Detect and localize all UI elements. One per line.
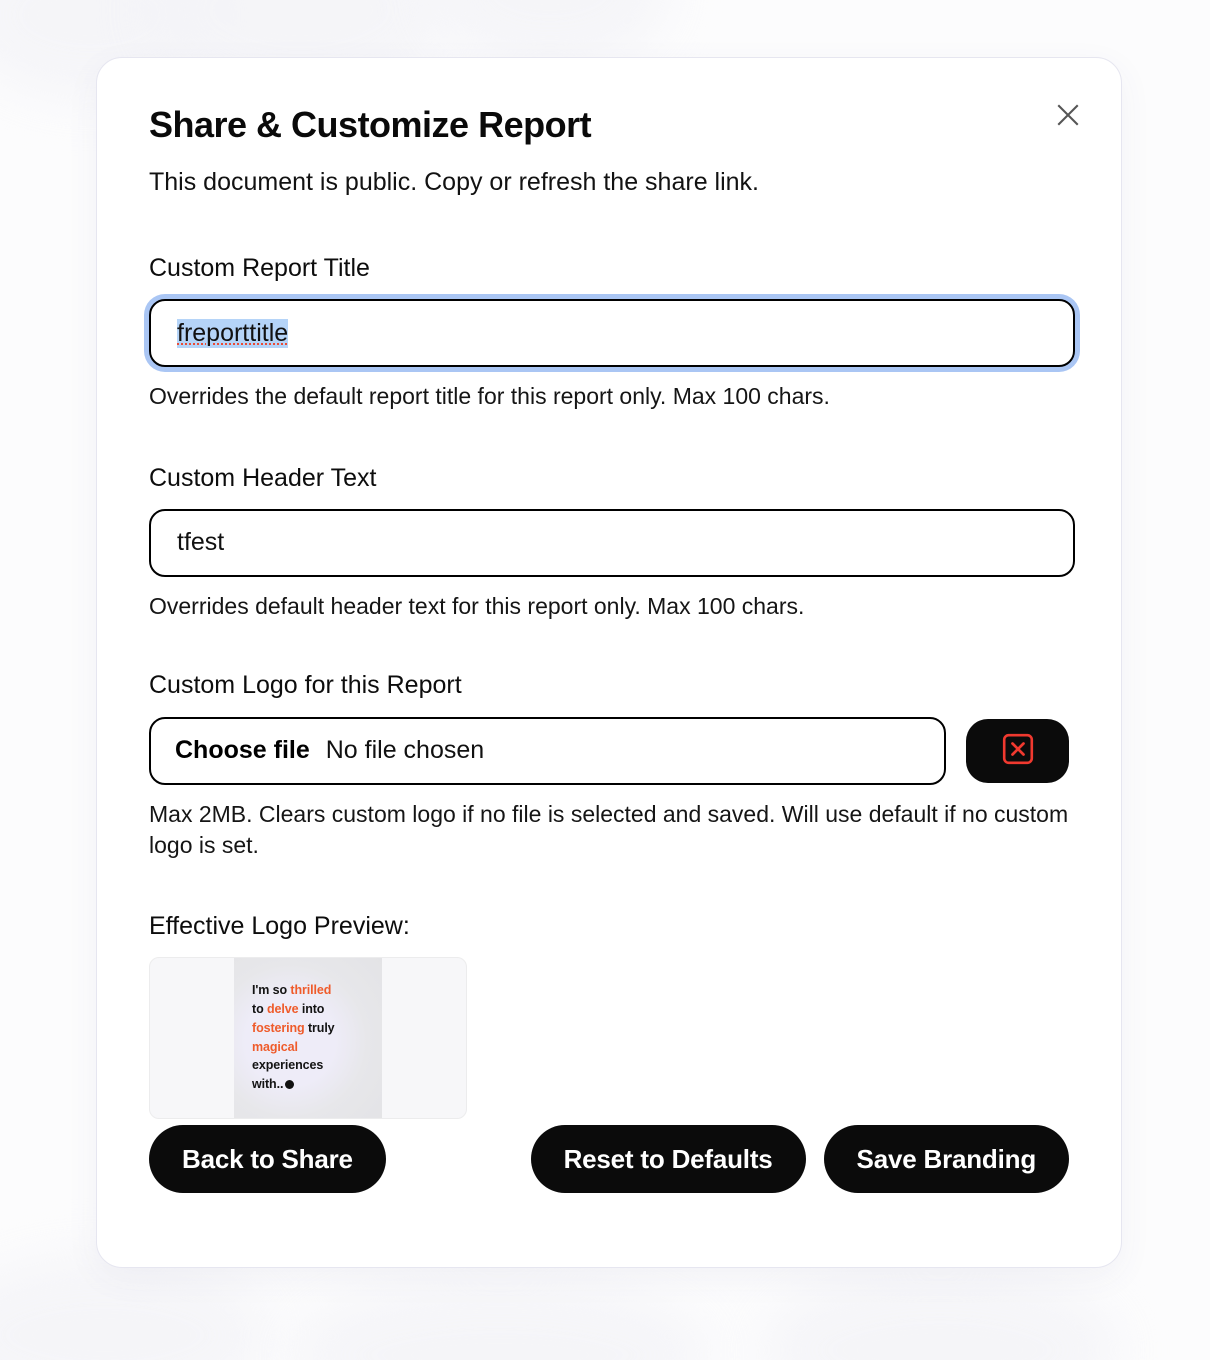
logo-preview-box xyxy=(149,957,467,1119)
effective-logo-preview-label: Effective Logo Preview: xyxy=(149,911,410,940)
logo-file-input[interactable] xyxy=(149,717,946,785)
custom-logo-label: Custom Logo for this Report xyxy=(149,671,462,700)
modal-actions xyxy=(149,1125,1069,1193)
file-status-text: No file chosen xyxy=(325,736,485,765)
page-title: Share & Customize Report xyxy=(149,104,592,145)
background-decoration xyxy=(290,1280,710,1360)
share-customize-report-modal xyxy=(96,57,1122,1268)
field-report-title xyxy=(149,253,1069,413)
back-to-share-button[interactable]: Back to Share xyxy=(149,1125,386,1193)
clear-x-icon xyxy=(1001,732,1035,769)
background-decoration xyxy=(760,1270,1120,1360)
logo-preview-image xyxy=(234,958,382,1118)
report-title-helper: Overrides the default report title for this report only. Max 100 chars. xyxy=(149,383,830,410)
close-icon xyxy=(1055,102,1081,128)
header-text-input[interactable] xyxy=(149,509,1075,577)
report-title-input[interactable] xyxy=(149,299,1075,367)
reset-to-defaults-button[interactable]: Reset to Defaults xyxy=(531,1125,806,1193)
header-text-helper: Overrides default header text for this report only. Max 100 chars. xyxy=(149,592,805,619)
save-branding-button[interactable]: Save Branding xyxy=(824,1125,1069,1193)
field-custom-logo xyxy=(149,670,1069,861)
custom-logo-helper: Max 2MB. Clears custom logo if no file is selected and saved. Will use default if no custom logo is set. xyxy=(149,800,1069,859)
header-text-label: Custom Header Text xyxy=(149,463,377,492)
report-title-label: Custom Report Title xyxy=(149,253,370,282)
field-header-text xyxy=(149,463,1069,623)
modal-subtitle: This document is public. Copy or refresh the share link. xyxy=(149,168,759,197)
report-title-value: freporttitle xyxy=(177,318,289,347)
choose-file-button[interactable]: Choose file xyxy=(175,736,310,765)
clear-logo-button[interactable] xyxy=(966,719,1069,783)
background-decoration xyxy=(0,1255,270,1360)
header-text-value: tfest xyxy=(177,528,225,557)
effective-logo-preview-section xyxy=(149,912,1069,1119)
logo-preview-text: I'm so thrilled to delve into fostering truly magical experiences with.. xyxy=(252,983,335,1092)
close-modal-button[interactable] xyxy=(1051,98,1085,132)
